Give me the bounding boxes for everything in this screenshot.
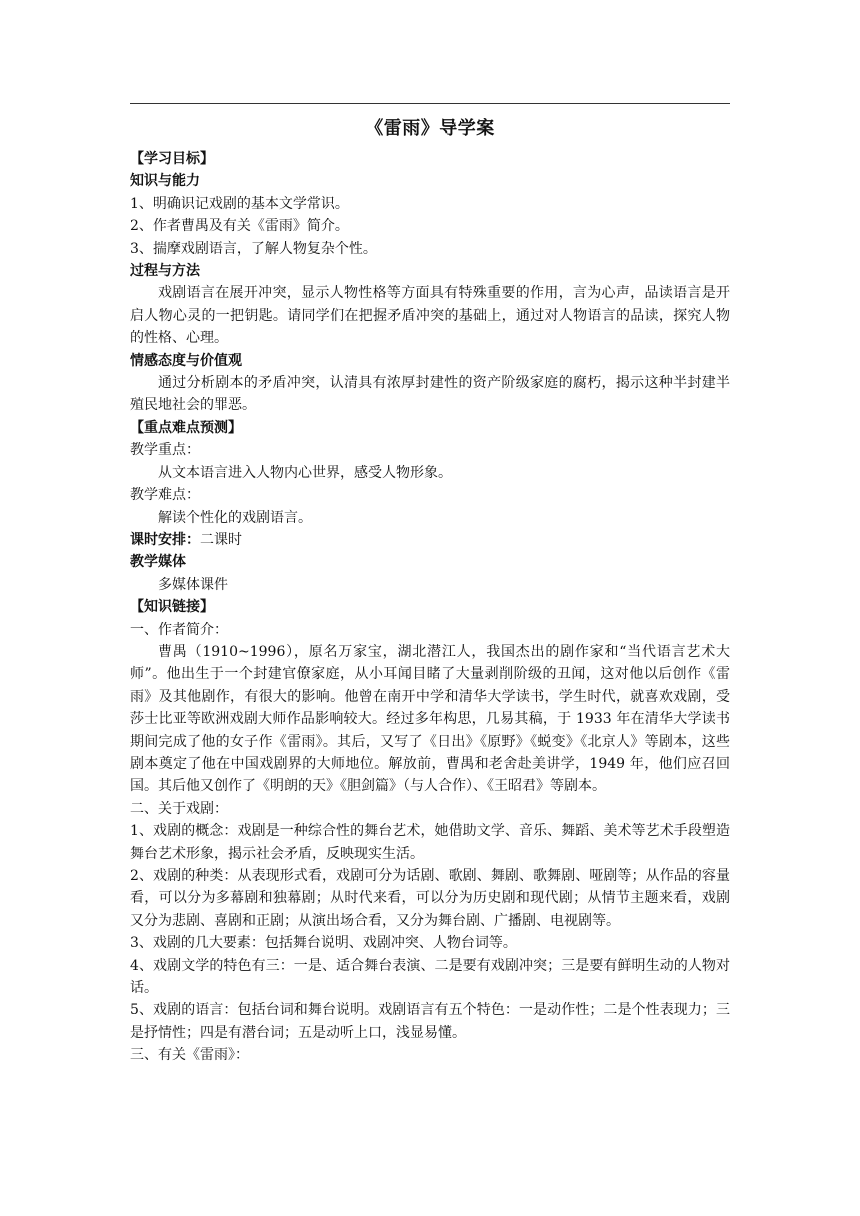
leiyu-header: 三、有关《雷雨》： bbox=[130, 1047, 249, 1064]
emotion-values-header: 情感态度与价值观 bbox=[130, 352, 242, 369]
schedule-value: 二课时 bbox=[200, 531, 242, 548]
objectives-header: 【学习目标】 bbox=[130, 151, 214, 167]
drama-item: 5、戏剧的语言：包括台词和舞台说明。戏剧语言有五个特色：一是动作性；二是个性表现力；三是抒情性；四是有潜台词；五是动听上口，浅显易懂。 bbox=[130, 1002, 730, 1041]
key-points-header: 【重点难点预测】 bbox=[130, 419, 242, 436]
teaching-difficulty-text: 解读个性化的戏剧语言。 bbox=[158, 509, 312, 526]
process-method-text: 戏剧语言在展开冲突，显示人物性格等方面具有特殊重要的作用，言为心声，品读语言是开启人物心灵的一把钥匙。请同学们在把握矛盾冲突的基础上，通过对人物语言的品读，探究人物的性格、心理。 bbox=[130, 285, 730, 347]
drama-item: 2、戏剧的种类：从表现形式看，戏剧可分为话剧、歌剧、舞剧、歌舞剧、哑剧等；从作品的容量看，可以分为多幕剧和独幕剧；从时代来看，可以分为历史剧和现代剧；从情节主题来看，戏剧又分为悲剧、喜剧和正剧；从演出场合看，又分为舞台剧、广播剧、电视剧等。 bbox=[130, 868, 730, 929]
drama-item: 3、戏剧的几大要素：包括舞台说明、戏剧冲突、人物台词等。 bbox=[130, 935, 517, 952]
knowledge-item: 3、揣摩戏剧语言，了解人物复杂个性。 bbox=[130, 240, 377, 257]
header-rule bbox=[130, 103, 730, 104]
knowledge-link-header: 【知识链接】 bbox=[130, 599, 214, 616]
drama-header: 二、关于戏剧： bbox=[130, 800, 228, 817]
media-header: 教学媒体 bbox=[130, 554, 186, 571]
drama-item: 4、戏剧文学的特色有三：一是、适合舞台表演、二是要有戏剧冲突；三是要有鲜明生动的人物对话。 bbox=[130, 957, 730, 997]
emotion-values-text: 通过分析剧本的矛盾冲突，认清具有浓厚封建性的资产阶级家庭的腐朽，揭示这种半封建半殖民地社会的罪恶。 bbox=[130, 375, 730, 414]
author-intro-header: 一、作者简介： bbox=[130, 621, 228, 638]
author-intro-text: 曹禺（1910~1996），原名万家宝，湖北潜江人，我国杰出的剧作家和“当代语言艺术大师”。他出生于一个封建官僚家庭，从小耳闻目睹了大量剥削阶级的丑闻，这对他以后创作《雷雨》及其他剧作，有很大的影响。他曾在南开中学和清华大学读书，学生时代，就喜欢戏剧，受莎士比亚等欧洲戏剧大师作品影响较大。经过多年构思，几易其稿，于 1933 年在清华大学读书期间完成了他的女子作《雷雨》。其后，又写了《日出》《原野》《蜕变》《北京人》等剧本，这些剧本奠定了他在中国戏剧界的大师地位。解放前，曹禺和老舍赴美讲学，1949 年，他们应召回国。其后他又创作了《明朗的天》《胆剑篇》（与人合作）、《王昭君》等剧本。 bbox=[130, 643, 730, 795]
schedule-label: 课时安排： bbox=[130, 531, 200, 548]
knowledge-ability-header: 知识与能力 bbox=[130, 173, 200, 190]
teaching-difficulty-label: 教学难点： bbox=[130, 487, 200, 504]
document-body bbox=[130, 114, 730, 1067]
media-value: 多媒体课件 bbox=[158, 576, 228, 593]
schedule-row bbox=[130, 529, 730, 551]
teaching-focus-label: 教学重点： bbox=[130, 442, 200, 459]
process-method-header: 过程与方法 bbox=[130, 263, 200, 280]
drama-item: 1、戏剧的概念：戏剧是一种综合性的舞台艺术，她借助文学、音乐、舞蹈、美术等艺术手段塑造舞台艺术形象，揭示社会矛盾，反映现实生活。 bbox=[130, 823, 730, 862]
knowledge-item: 1、明确识记戏剧的基本文学常识。 bbox=[130, 195, 349, 212]
document-title: 《雷雨》导学案 bbox=[365, 118, 495, 139]
knowledge-item: 2、作者曹禺及有关《雷雨》简介。 bbox=[130, 218, 349, 235]
teaching-focus-text: 从文本语言进入人物内心世界，感受人物形象。 bbox=[158, 464, 452, 481]
